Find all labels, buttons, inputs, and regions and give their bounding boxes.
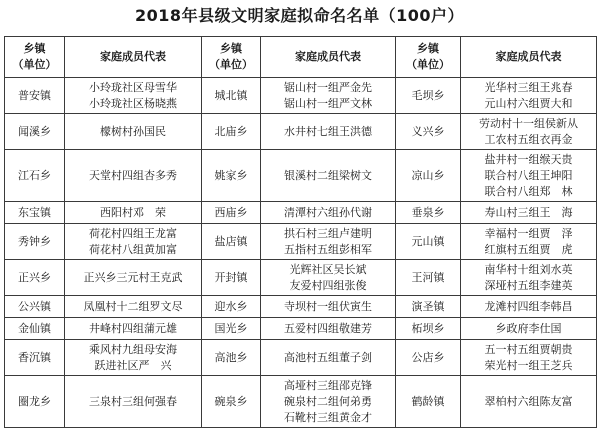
representative-name: 工农村五组衣再金 bbox=[484, 132, 573, 146]
roster-body bbox=[5, 78, 597, 428]
town-cell: 王河镇 bbox=[396, 260, 461, 296]
representative-cell bbox=[461, 150, 597, 202]
town-cell: 义兴乡 bbox=[396, 114, 461, 150]
representative-name: 正兴乡三元村王克武 bbox=[83, 270, 183, 284]
representative-name: 南华村十组刘水英 bbox=[484, 262, 573, 276]
representative-name: 光辉社区吴长斌 bbox=[289, 262, 367, 276]
representative-name: 五一村五组贾朝贵 bbox=[484, 342, 573, 356]
column-header-town-line2: （单位） bbox=[209, 58, 253, 71]
town-cell: 公兴镇 bbox=[5, 296, 65, 318]
town-cell: 城北镇 bbox=[202, 78, 261, 114]
representative-name: 天堂村四组杏多秀 bbox=[89, 168, 177, 182]
column-header-town-line1: 乡镇 bbox=[220, 42, 242, 55]
representative-cell bbox=[461, 318, 597, 340]
town-cell: 鹤龄镇 bbox=[396, 376, 461, 428]
representative-name: 寺坝村一组伏寅生 bbox=[284, 299, 372, 313]
table-row bbox=[5, 114, 597, 150]
representative-name: 三泉村三组何强春 bbox=[89, 394, 177, 408]
representative-cell bbox=[461, 340, 597, 376]
town-cell: 江石乡 bbox=[5, 150, 65, 202]
town-cell: 闻溪乡 bbox=[5, 114, 65, 150]
representative-cell bbox=[261, 318, 396, 340]
table-row bbox=[5, 318, 597, 340]
representative-cell bbox=[461, 224, 597, 260]
representative-name: 小玲珑社区杨晓燕 bbox=[89, 96, 177, 110]
representative-cell bbox=[261, 224, 396, 260]
representative-name: 井峰村四组蒲元雄 bbox=[89, 321, 177, 335]
roster-table bbox=[4, 36, 597, 428]
table-row bbox=[5, 260, 597, 296]
town-cell: 高池乡 bbox=[202, 340, 261, 376]
column-header-town bbox=[202, 37, 261, 78]
town-cell: 香沉镇 bbox=[5, 340, 65, 376]
town-cell: 柘坝乡 bbox=[396, 318, 461, 340]
representative-cell bbox=[261, 260, 396, 296]
representative-cell bbox=[65, 340, 202, 376]
representative-name: 锯山村一组严金先 bbox=[284, 80, 372, 94]
representative-name: 小玲珑社区母雪华 bbox=[89, 80, 177, 94]
column-header-town bbox=[396, 37, 461, 78]
column-header-rep: 家庭成员代表 bbox=[461, 37, 597, 78]
representative-cell bbox=[461, 78, 597, 114]
representative-cell bbox=[261, 376, 396, 428]
representative-name: 五指村五组彭相军 bbox=[284, 242, 372, 256]
representative-name: 高池村五组董子剑 bbox=[284, 350, 372, 364]
column-header-rep: 家庭成员代表 bbox=[65, 37, 202, 78]
town-cell: 正兴乡 bbox=[5, 260, 65, 296]
representative-cell bbox=[65, 260, 202, 296]
representative-cell bbox=[261, 340, 396, 376]
representative-name: 光华村三组王兆春 bbox=[484, 80, 573, 94]
representative-name: 五爱村四组敬建芳 bbox=[284, 321, 372, 335]
table-row bbox=[5, 340, 597, 376]
representative-cell bbox=[461, 376, 597, 428]
table-row bbox=[5, 78, 597, 114]
representative-name: 荣光村一组王芝兵 bbox=[484, 358, 573, 372]
representative-name: 深垭村五组李建英 bbox=[484, 278, 573, 292]
representative-cell bbox=[261, 78, 396, 114]
column-header-rep: 家庭成员代表 bbox=[261, 37, 396, 78]
representative-name: 寿山村三组王 海 bbox=[484, 205, 573, 219]
representative-name: 西阳村邓 荣 bbox=[100, 205, 166, 219]
town-cell: 开封镇 bbox=[202, 260, 261, 296]
representative-cell bbox=[461, 296, 597, 318]
representative-cell bbox=[65, 224, 202, 260]
table-row bbox=[5, 224, 597, 260]
column-header-town-line1: 乡镇 bbox=[23, 42, 46, 55]
representative-name: 幸福村一组贾 泽 bbox=[484, 226, 573, 240]
town-cell: 碗泉乡 bbox=[202, 376, 261, 428]
representative-cell bbox=[65, 114, 202, 150]
table-row bbox=[5, 202, 597, 224]
town-cell: 盐店镇 bbox=[202, 224, 261, 260]
town-cell: 垂泉乡 bbox=[396, 202, 461, 224]
town-cell: 迎水乡 bbox=[202, 296, 261, 318]
town-cell: 北庙乡 bbox=[202, 114, 261, 150]
representative-cell bbox=[65, 150, 202, 202]
town-cell: 东宝镇 bbox=[5, 202, 65, 224]
representative-cell bbox=[65, 78, 202, 114]
column-header-town-line2: （单位） bbox=[406, 58, 450, 71]
representative-name: 盐井村一组缑天贵 bbox=[484, 152, 573, 166]
representative-name: 水井村七组王洪德 bbox=[284, 124, 372, 138]
representative-cell bbox=[65, 318, 202, 340]
representative-name: 荷花村四组王龙富 bbox=[89, 226, 177, 240]
table-row bbox=[5, 376, 597, 428]
town-cell: 毛坝乡 bbox=[396, 78, 461, 114]
representative-name: 拱石村三组卢建明 bbox=[284, 226, 372, 240]
town-cell: 圈龙乡 bbox=[5, 376, 65, 428]
representative-name: 乡政府李仕国 bbox=[495, 321, 562, 335]
representative-cell bbox=[261, 296, 396, 318]
town-cell: 元山镇 bbox=[396, 224, 461, 260]
representative-name: 石靴村三组黄金才 bbox=[284, 410, 372, 424]
table-header-row bbox=[5, 37, 597, 78]
representative-name: 红旗村五组贾 虎 bbox=[484, 242, 573, 256]
representative-name: 联合村八组郑 林 bbox=[484, 184, 573, 198]
representative-name: 乘风村九组母安海 bbox=[89, 342, 177, 356]
representative-cell bbox=[65, 202, 202, 224]
town-cell: 西庙乡 bbox=[202, 202, 261, 224]
representative-name: 锯山村一组严文林 bbox=[284, 96, 372, 110]
representative-name: 友爱村四组张俊 bbox=[289, 278, 367, 292]
representative-name: 元山村六组贾大和 bbox=[484, 96, 573, 110]
representative-name: 荷花村八组黄加富 bbox=[89, 242, 177, 256]
column-header-town-line1: 乡镇 bbox=[417, 42, 439, 55]
representative-cell bbox=[461, 202, 597, 224]
representative-name: 劳动村十一组侯新从 bbox=[479, 116, 578, 130]
representative-name: 清潭村六组孙代谢 bbox=[284, 205, 372, 219]
town-cell: 国光乡 bbox=[202, 318, 261, 340]
representative-name: 翠柏村六组陈友富 bbox=[484, 394, 573, 408]
column-header-town bbox=[5, 37, 65, 78]
table-row bbox=[5, 150, 597, 202]
town-cell: 金仙镇 bbox=[5, 318, 65, 340]
representative-name: 跃进社区严 兴 bbox=[94, 358, 172, 372]
representative-cell bbox=[461, 260, 597, 296]
town-cell: 秀钟乡 bbox=[5, 224, 65, 260]
column-header-town-line2: （单位） bbox=[12, 58, 57, 71]
representative-cell bbox=[461, 114, 597, 150]
representative-cell bbox=[261, 202, 396, 224]
town-cell: 演圣镇 bbox=[396, 296, 461, 318]
representative-name: 联合村八组王坤阳 bbox=[484, 168, 573, 182]
representative-name: 凤凰村十二组罗文尽 bbox=[83, 299, 183, 313]
representative-name: 银溪村二组梁树文 bbox=[284, 168, 372, 182]
representative-name: 碗泉村二组何弟勇 bbox=[284, 394, 372, 408]
representative-cell bbox=[261, 114, 396, 150]
page-title: 2018年县级文明家庭拟命名名单（100户） bbox=[135, 6, 464, 25]
representative-cell bbox=[65, 296, 202, 318]
table-row bbox=[5, 296, 597, 318]
town-cell: 普安镇 bbox=[5, 78, 65, 114]
representative-cell bbox=[65, 376, 202, 428]
representative-name: 龙滩村四组李韩昌 bbox=[484, 299, 573, 313]
town-cell: 公店乡 bbox=[396, 340, 461, 376]
representative-name: 檬树村孙国民 bbox=[100, 124, 166, 138]
town-cell: 姚家乡 bbox=[202, 150, 261, 202]
town-cell: 凉山乡 bbox=[396, 150, 461, 202]
representative-cell bbox=[261, 150, 396, 202]
representative-name: 高垭村三组邵克锋 bbox=[284, 378, 372, 392]
